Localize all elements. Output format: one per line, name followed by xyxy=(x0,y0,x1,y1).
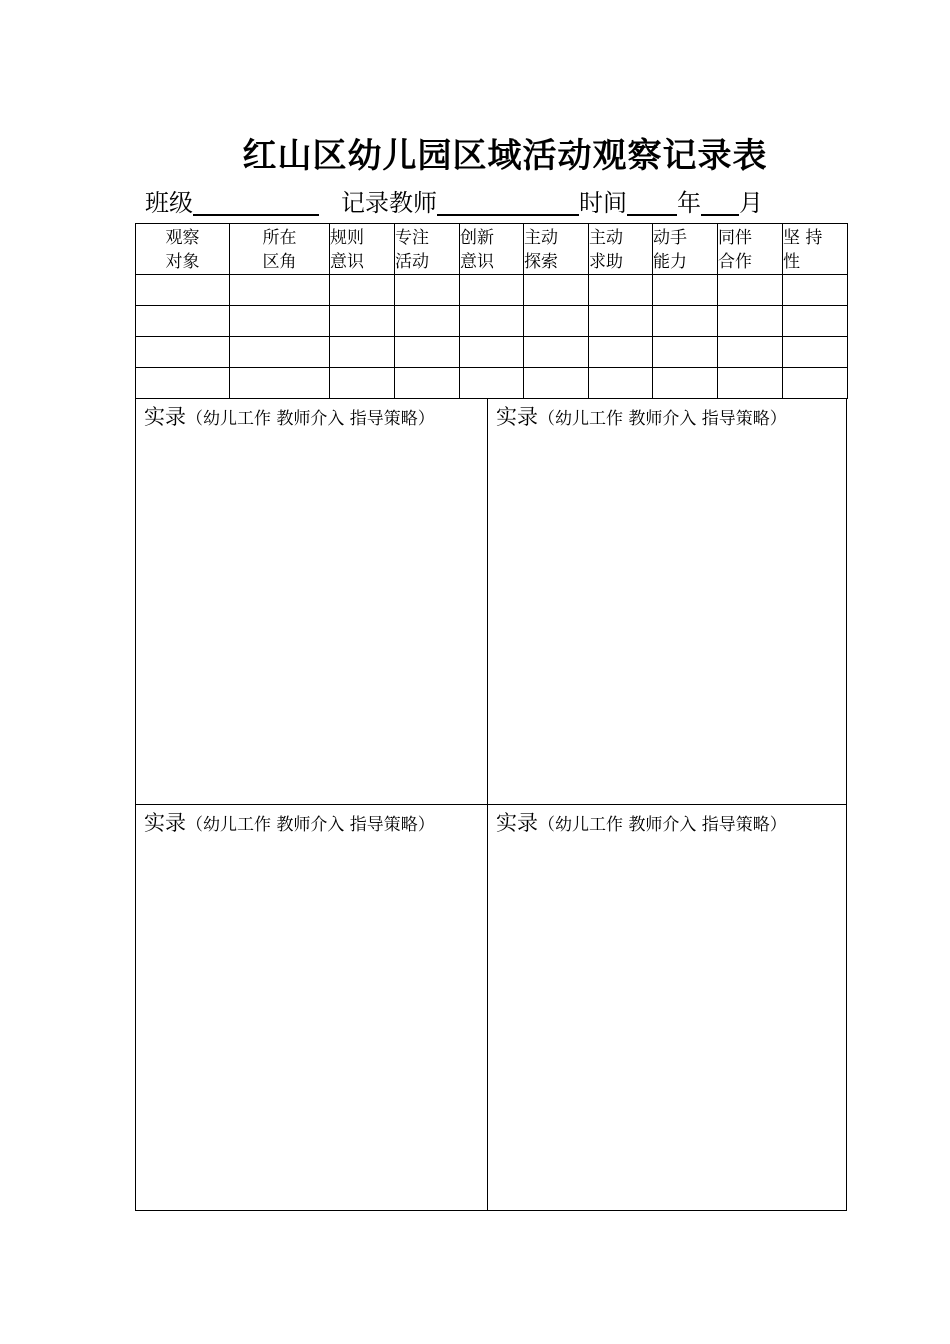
table-cell[interactable] xyxy=(589,275,653,306)
info-line xyxy=(145,183,763,218)
table-cell[interactable] xyxy=(136,306,230,337)
table-cell[interactable] xyxy=(589,306,653,337)
table-row xyxy=(136,275,848,306)
record-box-top-left[interactable] xyxy=(135,398,488,805)
table-cell[interactable] xyxy=(718,337,783,368)
month-field[interactable] xyxy=(701,190,739,216)
header-cell: 主动 探索 xyxy=(524,224,589,275)
table-cell[interactable] xyxy=(136,368,230,399)
table-cell[interactable] xyxy=(230,275,330,306)
table-cell[interactable] xyxy=(783,337,848,368)
table-cell[interactable] xyxy=(589,337,653,368)
record-label: 实录（幼儿工作 教师介入 指导策略） xyxy=(496,811,787,835)
table-cell[interactable] xyxy=(524,337,589,368)
table-cell[interactable] xyxy=(718,306,783,337)
table-cell[interactable] xyxy=(460,275,524,306)
record-label: 实录（幼儿工作 教师介入 指导策略） xyxy=(144,405,435,429)
table-cell[interactable] xyxy=(230,306,330,337)
year-field[interactable] xyxy=(627,190,677,216)
table-cell[interactable] xyxy=(718,368,783,399)
month-label: 月 xyxy=(739,189,763,217)
table-row xyxy=(136,306,848,337)
table-cell[interactable] xyxy=(589,368,653,399)
table-cell[interactable] xyxy=(330,337,395,368)
table-cell[interactable] xyxy=(524,368,589,399)
header-cell: 观察 对象 xyxy=(136,224,230,275)
page-title: 红山区幼儿园区域活动观察记录表 xyxy=(242,136,768,176)
table-cell[interactable] xyxy=(330,368,395,399)
table-cell[interactable] xyxy=(524,275,589,306)
table-cell[interactable] xyxy=(330,306,395,337)
year-label: 年 xyxy=(677,189,701,217)
table-cell[interactable] xyxy=(783,368,848,399)
table-cell[interactable] xyxy=(460,368,524,399)
table-cell[interactable] xyxy=(395,275,460,306)
table-row xyxy=(136,337,848,368)
table-cell[interactable] xyxy=(653,275,718,306)
table-cell[interactable] xyxy=(460,337,524,368)
header-cell: 同伴 合作 xyxy=(718,224,783,275)
time-label: 时间 xyxy=(579,189,627,217)
table-header-row xyxy=(136,224,848,275)
header-cell: 主动 求助 xyxy=(589,224,653,275)
table-cell[interactable] xyxy=(230,368,330,399)
table-row xyxy=(136,368,848,399)
table-cell[interactable] xyxy=(718,275,783,306)
table-cell[interactable] xyxy=(395,306,460,337)
header-cell: 所在 区角 xyxy=(230,224,330,275)
record-label: 实录（幼儿工作 教师介入 指导策略） xyxy=(496,405,787,429)
table-cell[interactable] xyxy=(653,368,718,399)
class-label: 班级 xyxy=(145,189,193,217)
header-cell: 坚 持 性 xyxy=(783,224,848,275)
observation-table xyxy=(135,223,848,399)
table-cell[interactable] xyxy=(330,275,395,306)
table-cell[interactable] xyxy=(653,306,718,337)
table-cell[interactable] xyxy=(136,275,230,306)
table-cell[interactable] xyxy=(524,306,589,337)
record-box-bottom-left[interactable] xyxy=(135,804,488,1211)
class-field[interactable] xyxy=(193,190,319,216)
header-cell: 动手 能力 xyxy=(653,224,718,275)
table-cell[interactable] xyxy=(136,337,230,368)
header-cell: 专注 活动 xyxy=(395,224,460,275)
header-cell: 创新 意识 xyxy=(460,224,524,275)
table-cell[interactable] xyxy=(783,306,848,337)
table-cell[interactable] xyxy=(230,337,330,368)
table-cell[interactable] xyxy=(460,306,524,337)
table-cell[interactable] xyxy=(395,368,460,399)
record-label: 实录（幼儿工作 教师介入 指导策略） xyxy=(144,811,435,835)
table-cell[interactable] xyxy=(783,275,848,306)
teacher-label: 记录教师 xyxy=(341,189,437,217)
table-cell[interactable] xyxy=(395,337,460,368)
teacher-field[interactable] xyxy=(437,190,579,216)
record-box-bottom-right[interactable] xyxy=(487,804,847,1211)
header-cell: 规则 意识 xyxy=(330,224,395,275)
table-cell[interactable] xyxy=(653,337,718,368)
record-box-top-right[interactable] xyxy=(487,398,847,805)
